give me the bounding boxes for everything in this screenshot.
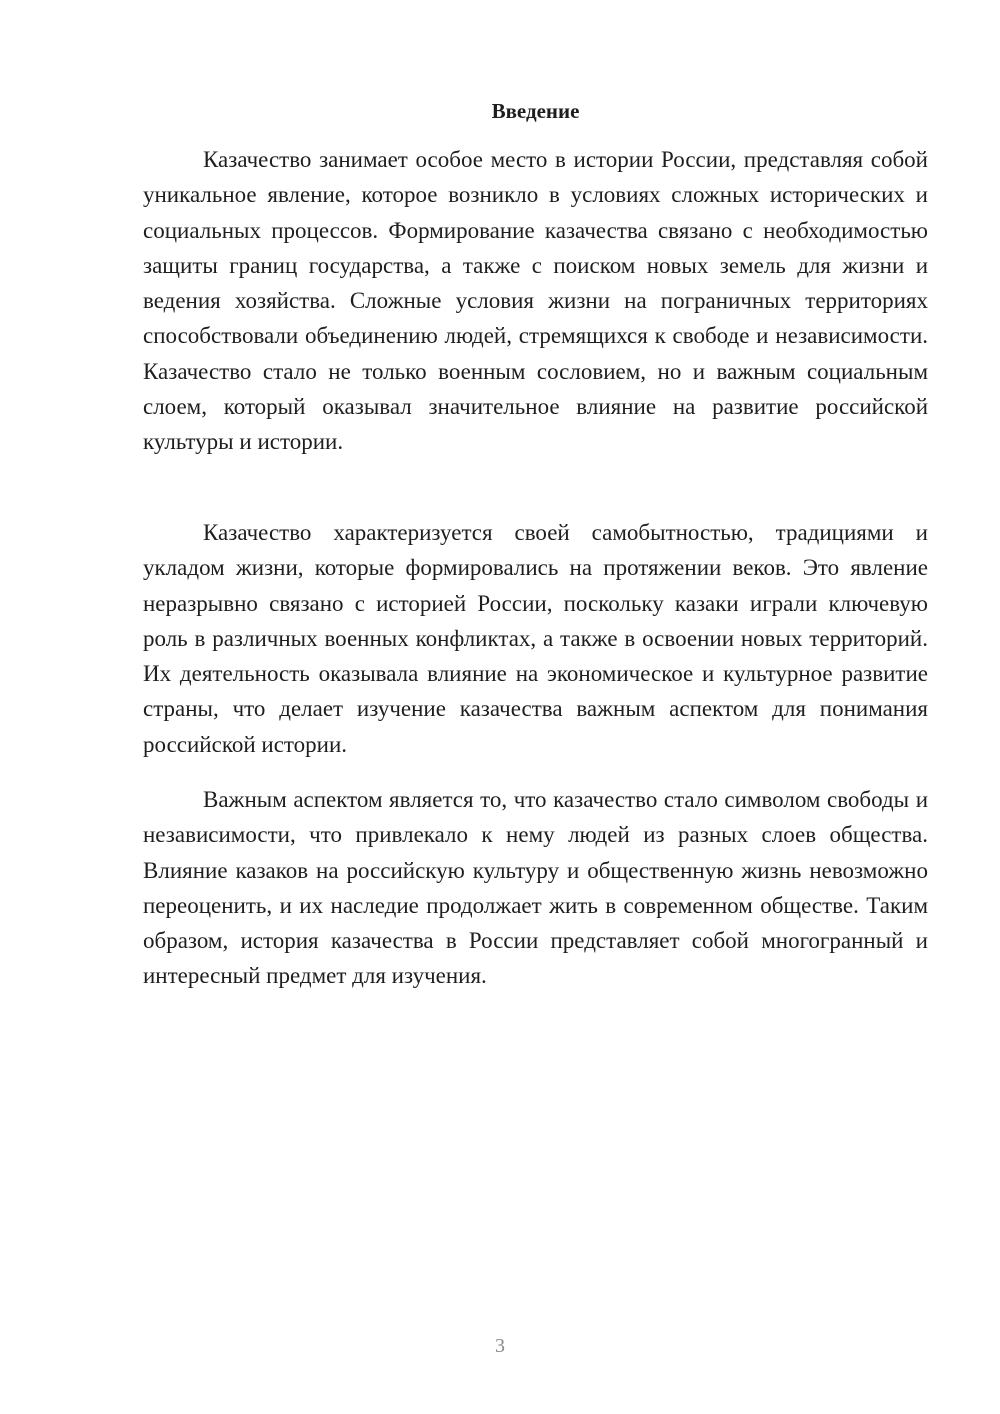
page-number: 3 xyxy=(495,1335,505,1357)
paragraph-2: Казачество характеризуется своей самобытностью, традициями и укладом жизни, которые формировались на протяжении веков. Это явление неразрывно связано с историей России, поскольку казаки играли ключевую роль в различных военных конфликтах, а также в освоении новых территорий. Их деятельность оказывала влияние на экономическое и культурное развитие страны, что делает изучение казачества важным аспектом для понимания российской истории. xyxy=(143,520,928,757)
paragraph-3: Важным аспектом является то, что казачество стало символом свободы и независимости, что привлекало к нему людей из разных слоев общества. Влияние казаков на российскую культуру и общественную жизнь невозможно переоценить, и их наследие продолжает жить в современном обществе. Таким образом, история казачества в России представляет собой многогранный и интересный предмет для изучения. xyxy=(143,787,928,989)
section-heading: Введение xyxy=(491,99,580,123)
paragraph-1: Казачество занимает особое место в истории России, представляя собой уникальное явление, которое возникло в условиях сложных исторических и социальных процессов. Формирование казачества связано с необходимостью защиты границ государства, а также с поиском новых земель для жизни и ведения хозяйства. Сложные условия жизни на пограничных территориях способствовали объединению людей, стремящихся к свободе и независимости. Казачество стало не только военным сословием, но и важным социальным слоем, который оказывал значительное влияние на развитие российской культуры и истории. xyxy=(143,147,928,455)
